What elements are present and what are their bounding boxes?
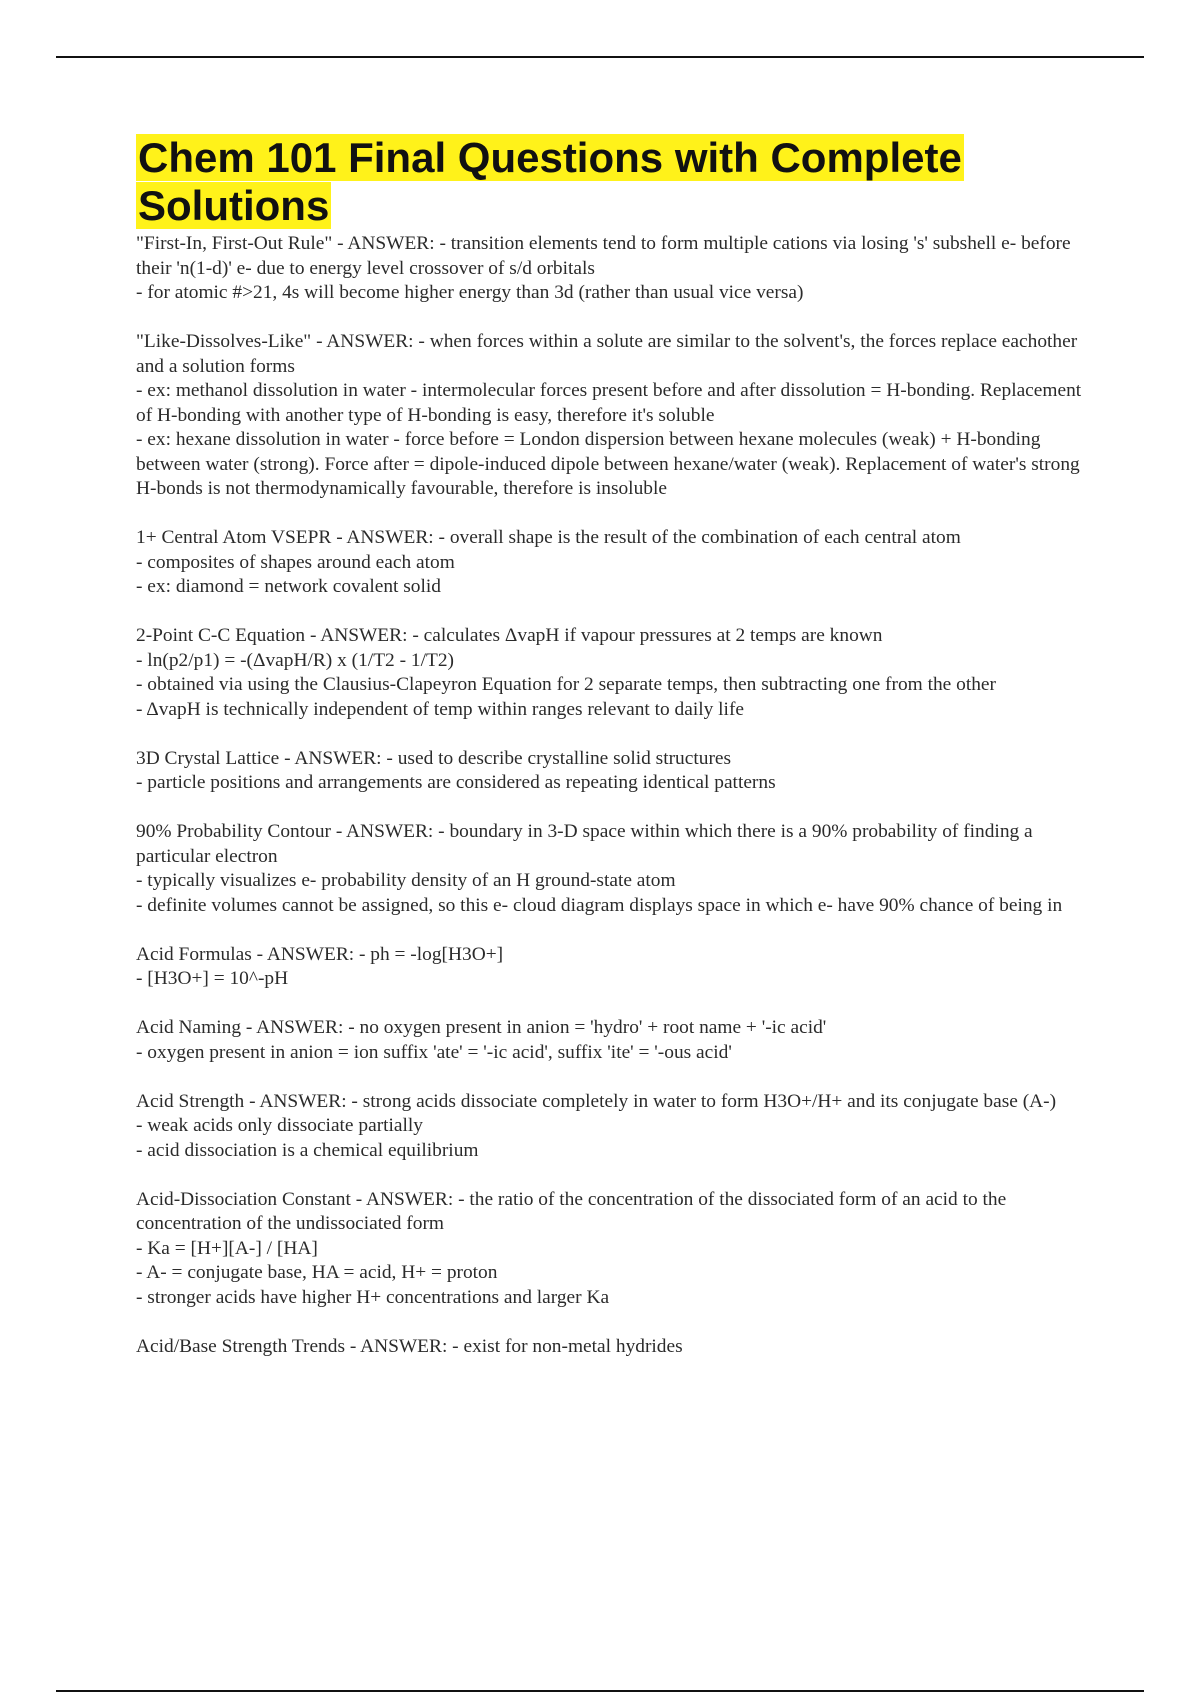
entry-line: "Like-Dissolves-Like" - ANSWER: - when forces within a solute are similar to the solvent's, the forces replace eachother and a solution forms [136, 331, 1078, 377]
entry-line: - weak acids only dissociate partially [136, 1115, 423, 1136]
entry-line: - acid dissociation is a chemical equilibrium [136, 1139, 479, 1161]
title-highlight: Chem 101 Final Questions with Complete Solutions [138, 134, 962, 229]
bottom-rule [56, 1690, 1144, 1692]
entry-line: - ex: diamond = network covalent solid [136, 576, 441, 597]
entry-line: - oxygen present in anion = ion suffix 'ate' = '-ic acid', suffix 'ite' = '-ous acid' [136, 1041, 732, 1063]
entry-line: - for atomic #>21, 4s will become higher energy than 3d (rather than usual vice versa) [136, 282, 804, 303]
document-body [136, 134, 1096, 1384]
entry-line: - composites of shapes around each atom [136, 551, 455, 573]
entry-line: - ex: hexane dissolution in water - force before = London dispersion between hexane molecules (weak) + H-bonding between water (strong). Force after = dipole-induced dipole between hexane/water (weak). Replacement of water's strong H-bonds is not thermodynamically favourable, therefore is insoluble [136, 429, 1080, 499]
entry-line: "First-In, First-Out Rule" - ANSWER: - transition elements tend to form multiple cations via losing 's' subshell e- before their 'n(1-d)' e- due to energy level crossover of s/d orbitals [136, 233, 1071, 279]
qa-entry-two-point-cc-equation [136, 624, 1096, 722]
qa-entry-first-in-first-out [136, 232, 1096, 306]
qa-entry-probability-contour [136, 820, 1096, 918]
entry-line: 90% Probability Contour - ANSWER: - boundary in 3-D space within which there is a 90% probability of finding a particular electron [136, 821, 1033, 867]
qa-entry-central-atom-vsepr [136, 526, 1096, 600]
entry-line: - definite volumes cannot be assigned, so this e- cloud diagram displays space in which e- have 90% chance of being in [136, 894, 1063, 916]
entry-line: Acid/Base Strength Trends - ANSWER: - exist for non-metal hydrides [136, 1335, 683, 1357]
entry-line: - [H3O+] = 10^-pH [136, 968, 289, 989]
entry-line: - ex: methanol dissolution in water - intermolecular forces present before and after dissolution = H-bonding. Replacement of H-bonding with another type of H-bonding is easy, therefore it's soluble [136, 380, 1082, 426]
document-title [136, 134, 1096, 230]
top-rule [56, 56, 1144, 58]
entry-line: - obtained via using the Clausius-Clapeyron Equation for 2 separate temps, then subtracting one from the other [136, 674, 996, 695]
entry-line: Acid-Dissociation Constant - ANSWER: - the ratio of the concentration of the dissociated form of an acid to the concentration of the undissociated form [136, 1188, 1007, 1234]
entry-line: - particle positions and arrangements are considered as repeating identical patterns [136, 772, 776, 793]
qa-entry-acid-strength [136, 1090, 1096, 1164]
qa-entry-acid-dissociation-constant [136, 1188, 1096, 1311]
entry-line: 1+ Central Atom VSEPR - ANSWER: - overall shape is the result of the combination of each central atom [136, 527, 961, 548]
entry-line: 3D Crystal Lattice - ANSWER: - used to describe crystalline solid structures [136, 747, 732, 769]
entry-line: - stronger acids have higher H+ concentrations and larger Ka [136, 1286, 610, 1308]
entry-line: - ln(p2/p1) = -(ΔvapH/R) x (1/T2 - 1/T2) [136, 649, 454, 671]
qa-entry-acid-naming [136, 1016, 1096, 1065]
entry-line: - A- = conjugate base, HA = acid, H+ = proton [136, 1262, 498, 1283]
entry-line: - Ka = [H+][A-] / [HA] [136, 1237, 318, 1259]
qa-entry-like-dissolves-like [136, 330, 1096, 502]
qa-entry-acid-base-strength-trends [136, 1335, 1096, 1360]
entry-line: Acid Strength - ANSWER: - strong acids dissociate completely in water to form H3O+/H+ and its conjugate base (A-) [136, 1090, 1057, 1112]
entry-line: Acid Formulas - ANSWER: - ph = -log[H3O+] [136, 943, 504, 965]
qa-entry-acid-formulas [136, 943, 1096, 992]
entry-line: - ΔvapH is technically independent of temp within ranges relevant to daily life [136, 698, 745, 720]
entry-line: Acid Naming - ANSWER: - no oxygen present in anion = 'hydro' + root name + '-ic acid' [136, 1017, 827, 1038]
entry-line: - typically visualizes e- probability density of an H ground-state atom [136, 870, 676, 891]
qa-entry-3d-crystal-lattice [136, 747, 1096, 796]
entry-line: 2-Point C-C Equation - ANSWER: - calculates ΔvapH if vapour pressures at 2 temps are known [136, 625, 883, 646]
